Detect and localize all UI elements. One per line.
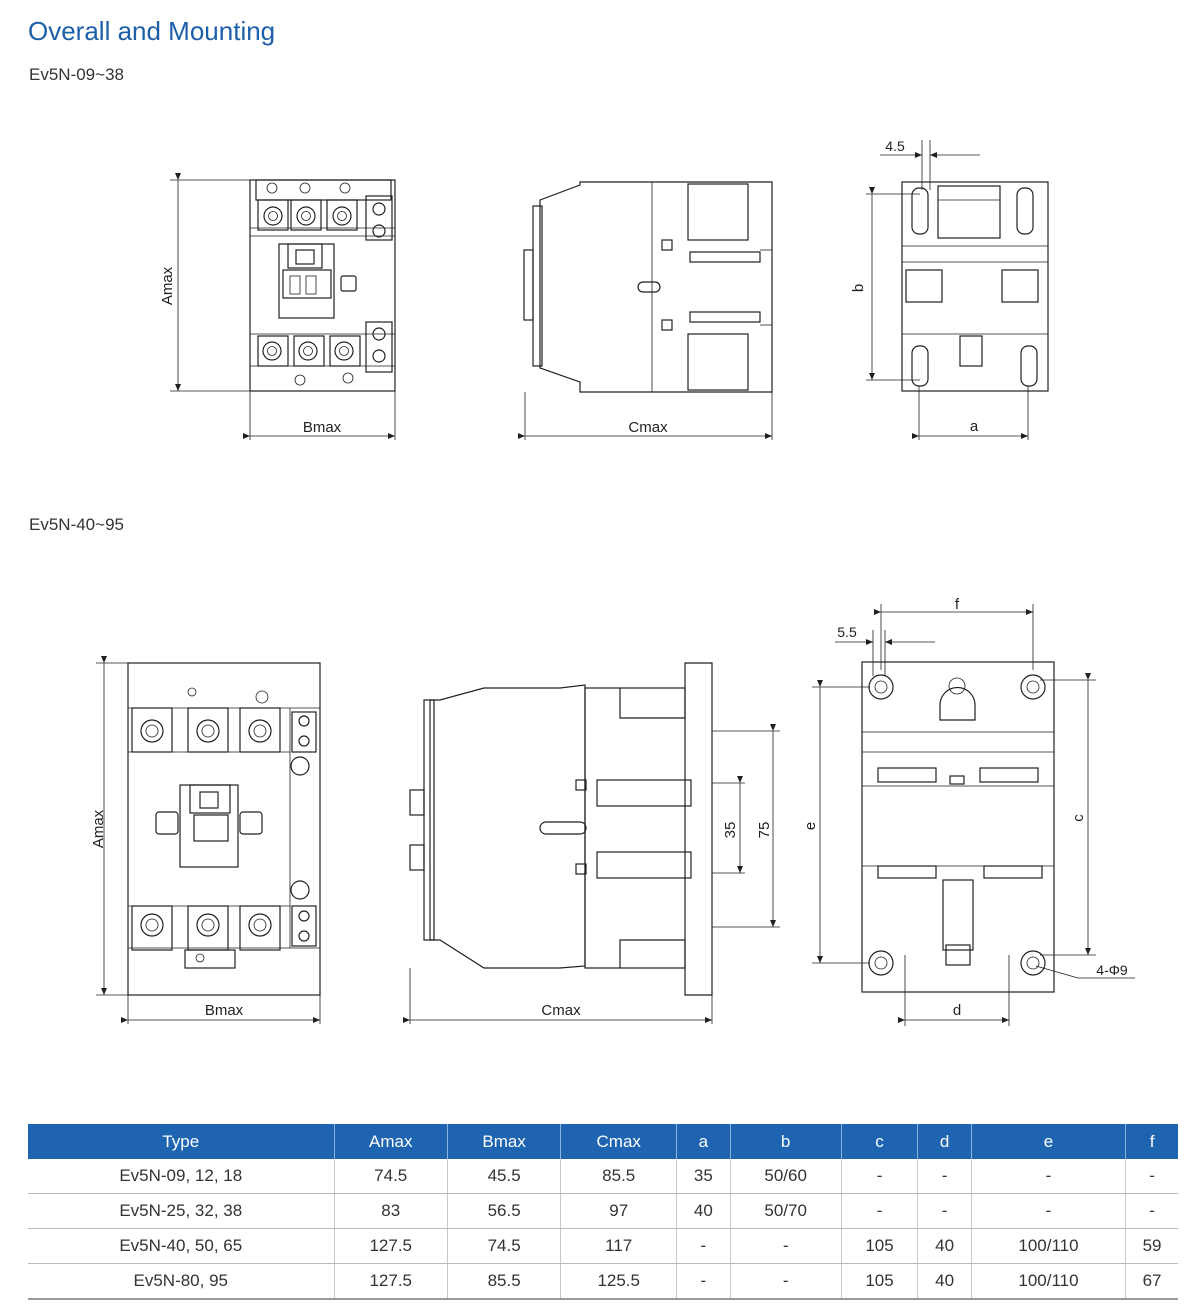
dim-f-label: f xyxy=(954,596,960,613)
page-title: Overall and Mounting xyxy=(28,16,276,46)
large-terminal-screws-bottom xyxy=(132,906,316,968)
dim-b-label: b xyxy=(850,283,867,293)
small-front-view xyxy=(159,180,395,440)
terminal-screws-top xyxy=(258,183,392,240)
col-header-a: a xyxy=(677,1124,731,1159)
table-cell: - xyxy=(677,1264,731,1300)
table-cell: - xyxy=(677,1229,731,1264)
col-header-f: f xyxy=(1126,1124,1178,1159)
table-cell: 83 xyxy=(334,1194,447,1229)
table-row xyxy=(28,1159,1178,1194)
dim-slot-small: 4.5 xyxy=(885,138,905,154)
table-cell: 127.5 xyxy=(334,1264,447,1300)
large-front-view xyxy=(90,663,320,1024)
dim-cmax-label: Cmax xyxy=(628,419,668,436)
table-cell: 105 xyxy=(841,1229,918,1264)
coil-block xyxy=(279,244,356,318)
table-cell: 35 xyxy=(677,1159,731,1194)
table-cell: 100/110 xyxy=(971,1229,1125,1264)
table-cell: 127.5 xyxy=(334,1229,447,1264)
large-terminal-screws-top xyxy=(132,688,316,752)
table-cell: 74.5 xyxy=(447,1229,560,1264)
table-cell: Ev5N-09, 12, 18 xyxy=(28,1159,334,1194)
col-header-bmax: Bmax xyxy=(447,1124,560,1159)
dim-75-label: 75 xyxy=(756,821,773,839)
table-row xyxy=(28,1229,1178,1264)
table-header-row xyxy=(28,1124,1178,1159)
dimension-table xyxy=(28,1124,1178,1300)
table-cell: - xyxy=(918,1194,972,1229)
small-mounting-view xyxy=(850,138,1048,440)
table-cell: - xyxy=(971,1194,1125,1229)
col-header-d: d xyxy=(918,1124,972,1159)
table-cell: 85.5 xyxy=(447,1264,560,1300)
col-header-amax: Amax xyxy=(334,1124,447,1159)
dim-e-label: e xyxy=(802,821,819,831)
table-cell: 50/70 xyxy=(730,1194,841,1229)
dim-35-label: 35 xyxy=(722,821,739,839)
dim-bmax-large-label: Bmax xyxy=(204,1002,244,1019)
table-cell: 59 xyxy=(1126,1229,1178,1264)
dim-cmax-large-label: Cmax xyxy=(541,1002,581,1019)
col-header-c: c xyxy=(841,1124,918,1159)
large-coil-block xyxy=(156,757,309,899)
table-cell: 40 xyxy=(918,1264,972,1300)
table-row xyxy=(28,1264,1178,1300)
dim-a-label: a xyxy=(969,418,979,435)
table-cell: - xyxy=(971,1159,1125,1194)
table-cell: - xyxy=(1126,1194,1178,1229)
table-cell: 40 xyxy=(918,1229,972,1264)
dim-bmax-label: Bmax xyxy=(302,419,342,436)
col-header-cmax: Cmax xyxy=(561,1124,677,1159)
table-cell: - xyxy=(918,1159,972,1194)
col-header-e: e xyxy=(971,1124,1125,1159)
dim-d-label: d xyxy=(952,1002,962,1019)
table-cell: Ev5N-25, 32, 38 xyxy=(28,1194,334,1229)
terminal-screws-bottom xyxy=(258,322,392,385)
section-label-large: Ev5N-40~95 xyxy=(29,515,124,534)
table-cell: 105 xyxy=(841,1264,918,1300)
col-header-b: b xyxy=(730,1124,841,1159)
table-cell: - xyxy=(841,1159,918,1194)
table-cell: - xyxy=(1126,1159,1178,1194)
table-cell: 40 xyxy=(677,1194,731,1229)
table-cell: 50/60 xyxy=(730,1159,841,1194)
section-label-small: Ev5N-09~38 xyxy=(29,65,124,84)
table-cell: 85.5 xyxy=(561,1159,677,1194)
dim-amax-large-label: Amax xyxy=(90,809,107,849)
col-header-type: Type xyxy=(28,1124,334,1159)
table-cell: 100/110 xyxy=(971,1264,1125,1300)
table-cell: - xyxy=(841,1194,918,1229)
table-cell: 67 xyxy=(1126,1264,1178,1300)
table-cell: 117 xyxy=(561,1229,677,1264)
table-cell: 97 xyxy=(561,1194,677,1229)
table-cell: - xyxy=(730,1264,841,1300)
dim-amax-label: Amax xyxy=(159,266,176,306)
dim-slot-large: 5.5 xyxy=(837,624,857,640)
table-cell: 74.5 xyxy=(334,1159,447,1194)
table-cell: Ev5N-40, 50, 65 xyxy=(28,1229,334,1264)
table-cell: - xyxy=(730,1229,841,1264)
small-side-view xyxy=(524,182,772,440)
table-cell: Ev5N-80, 95 xyxy=(28,1264,334,1300)
large-side-view xyxy=(410,663,780,1024)
dim-c-label: c xyxy=(1070,814,1087,822)
table-row xyxy=(28,1194,1178,1229)
table-cell: 45.5 xyxy=(447,1159,560,1194)
table-cell: 56.5 xyxy=(447,1194,560,1229)
large-mounting-view xyxy=(802,596,1135,1026)
table-cell: 125.5 xyxy=(561,1264,677,1300)
dim-holes-label: 4-Φ9 xyxy=(1096,962,1128,978)
